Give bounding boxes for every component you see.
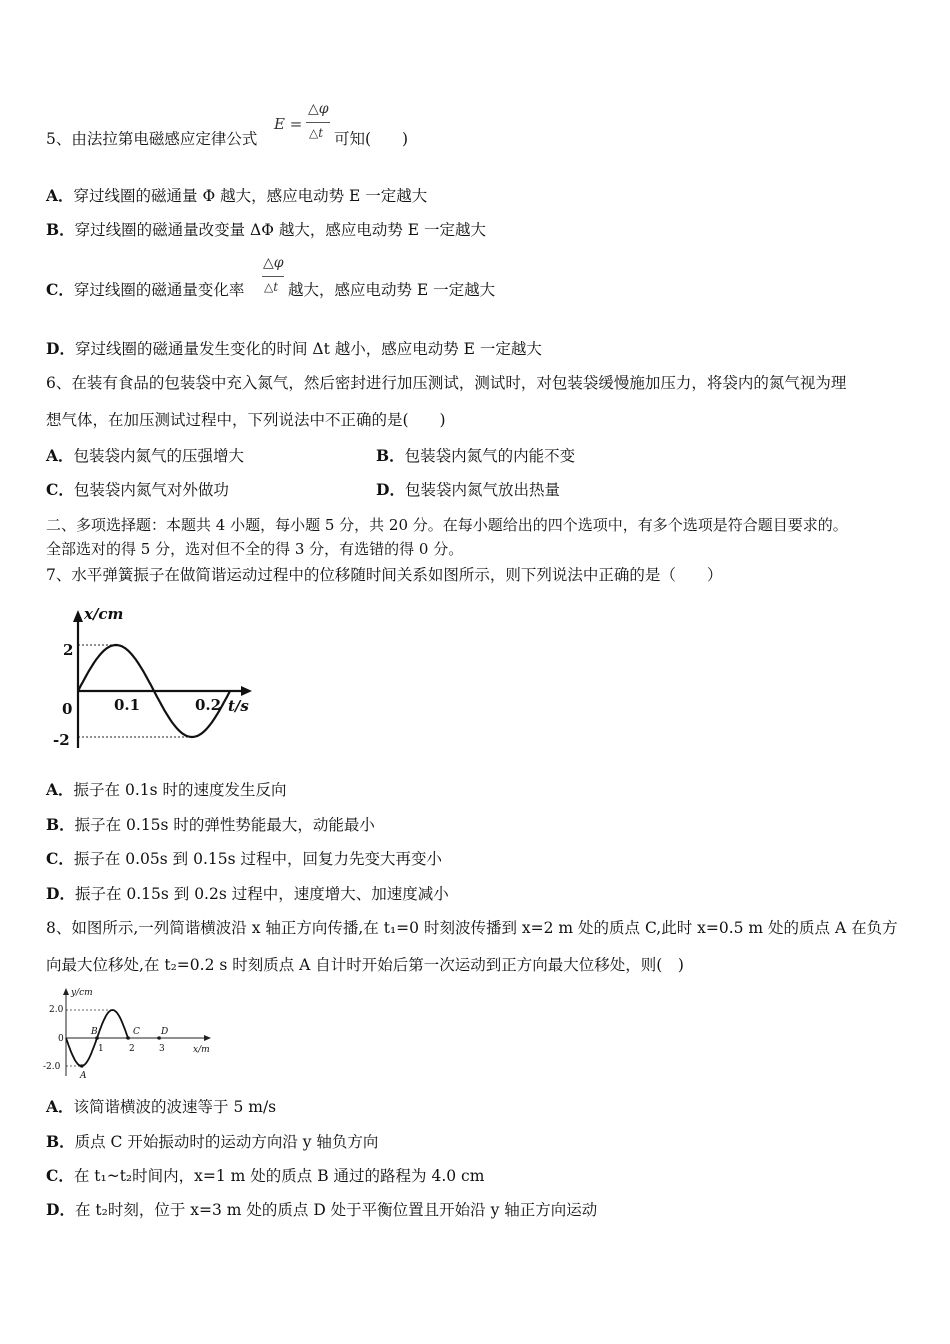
q6-stem-line2: 想气体，在加压测试过程中，下列说法中不正确的是( ) <box>46 411 446 429</box>
q7-x-axis-arrow <box>241 686 252 696</box>
q5-option-c-frac-numerator: △φ <box>263 255 284 271</box>
q5-formula-lhs: E = <box>274 115 303 133</box>
q8-option-b: B．质点 C 开始振动时的运动方向沿 y 轴负方向 <box>46 1132 379 1151</box>
q7-x-tick-0.2: 0.2 <box>195 696 222 714</box>
q7-option-b: B．振子在 0.15s 时的弹性势能最大，动能最小 <box>46 815 375 834</box>
q6-option-c: C．包装袋内氮气对外做功 <box>46 480 229 499</box>
q7-y-tick-neg2: -2 <box>53 731 70 749</box>
q8-y-axis-arrow <box>63 988 69 995</box>
q8-option-c: C．在 t₁~t₂时间内，x=1 m 处的质点 B 通过的路程为 4.0 cm <box>46 1166 485 1185</box>
q6-option-b: B．包装袋内氮气的内能不变 <box>376 446 576 465</box>
q5-stem-prefix: 5、由法拉第电磁感应定律公式 <box>46 130 258 148</box>
q8-x-tick-3: 3 <box>159 1044 165 1054</box>
q8-wave-graph <box>40 984 220 1079</box>
q8-x-tick-0: 0 <box>58 1034 64 1044</box>
q8-y-tick-neg2: -2.0 <box>43 1062 61 1072</box>
q7-stem: 7、水平弹簧振子在做简谐运动过程中的位移随时间关系如图所示，则下列说法中正确的是（ ） <box>46 566 723 584</box>
q5-option-b: B．穿过线圈的磁通量改变量 ΔΦ 越大，感应电动势 E 一定越大 <box>46 220 487 239</box>
q8-option-a: A．该简谐横波的波速等于 5 m/s <box>46 1097 277 1116</box>
q7-option-c: C．振子在 0.05s 到 0.15s 过程中，回复力先变大再变小 <box>46 849 442 868</box>
q8-x-axis-label: x/m <box>193 1045 210 1055</box>
q8-point-A-label: A <box>80 1071 87 1081</box>
q7-option-d: D．振子在 0.15s 到 0.2s 过程中，速度增大、加速度减小 <box>46 884 449 903</box>
q8-point-D-label: D <box>161 1027 169 1037</box>
q8-option-d: D．在 t₂时刻，位于 x=3 m 处的质点 D 处于平衡位置且开始沿 y 轴正方向运动 <box>46 1200 598 1219</box>
q7-y-axis-label: x/cm <box>84 605 124 623</box>
q8-stem-line1: 8、如图所示,一列简谐横波沿 x 轴正方向传播,在 t₁=0 时刻波传播到 x=2 m 处的质点 C,此时 x=0.5 m 处的质点 A 在负方 <box>46 919 898 937</box>
q8-y-axis-label: y/cm <box>71 988 93 998</box>
q5-option-d: D．穿过线圈的磁通量发生变化的时间 Δt 越小，感应电动势 E 一定越大 <box>46 339 542 358</box>
q8-point-B-label: B <box>91 1027 98 1037</box>
q8-x-tick-1: 1 <box>98 1044 104 1054</box>
q5-formula-bar <box>306 122 330 123</box>
section2-instructions-line1: 二、多项选择题：本题共 4 小题，每小题 5 分，共 20 分。在每小题给出的四个选项中，有多个选项是符合题目要求的。 <box>46 516 848 534</box>
q7-displacement-time-graph <box>40 598 270 758</box>
q7-x-tick-0.1: 0.1 <box>114 696 141 714</box>
q5-formula-denominator: △t <box>309 126 324 140</box>
section2-instructions-line2: 全部选对的得 5 分，选对但不全的得 3 分，有选错的得 0 分。 <box>46 540 464 558</box>
q5-option-a: A．穿过线圈的磁通量 Φ 越大，感应电动势 E 一定越大 <box>46 186 428 205</box>
q7-option-a: A．振子在 0.1s 时的速度发生反向 <box>46 780 287 799</box>
q8-stem-line2: 向最大位移处,在 t₂=0.2 s 时刻质点 A 自计时开始后第一次运动到正方向最大位移处，则( ) <box>46 956 684 974</box>
q5-formula-numerator: △φ <box>308 101 329 117</box>
q5-stem <box>46 128 257 150</box>
q5-option-c-frac-bar <box>262 276 284 277</box>
q6-option-a: A．包装袋内氮气的压强增大 <box>46 446 245 465</box>
q7-y-tick-2: 2 <box>63 641 74 659</box>
q5-stem-suffix: 可知( ) <box>334 130 409 148</box>
q6-option-d: D．包装袋内氮气放出热量 <box>376 480 560 499</box>
q6-stem-line1: 6、在装有食品的包装袋中充入氮气，然后密封进行加压测试，测试时，对包装袋缓慢施加压力，将袋内的氮气视为理 <box>46 374 847 392</box>
q7-y-axis-arrow <box>73 610 83 622</box>
q8-point-C-label: C <box>133 1027 140 1037</box>
q5-option-c: C．穿过线圈的磁通量变化率 <box>46 280 245 299</box>
q8-x-axis-arrow <box>204 1035 211 1041</box>
q5-option-c-suffix: 越大，感应电动势 E 一定越大 <box>288 281 496 299</box>
q7-x-axis-label: t/s <box>228 697 249 715</box>
q8-y-tick-2: 2.0 <box>49 1005 64 1015</box>
q8-x-tick-2: 2 <box>129 1044 135 1054</box>
q7-x-tick-0: 0 <box>62 700 73 718</box>
q5-option-c-frac-denominator: △t <box>264 280 279 294</box>
